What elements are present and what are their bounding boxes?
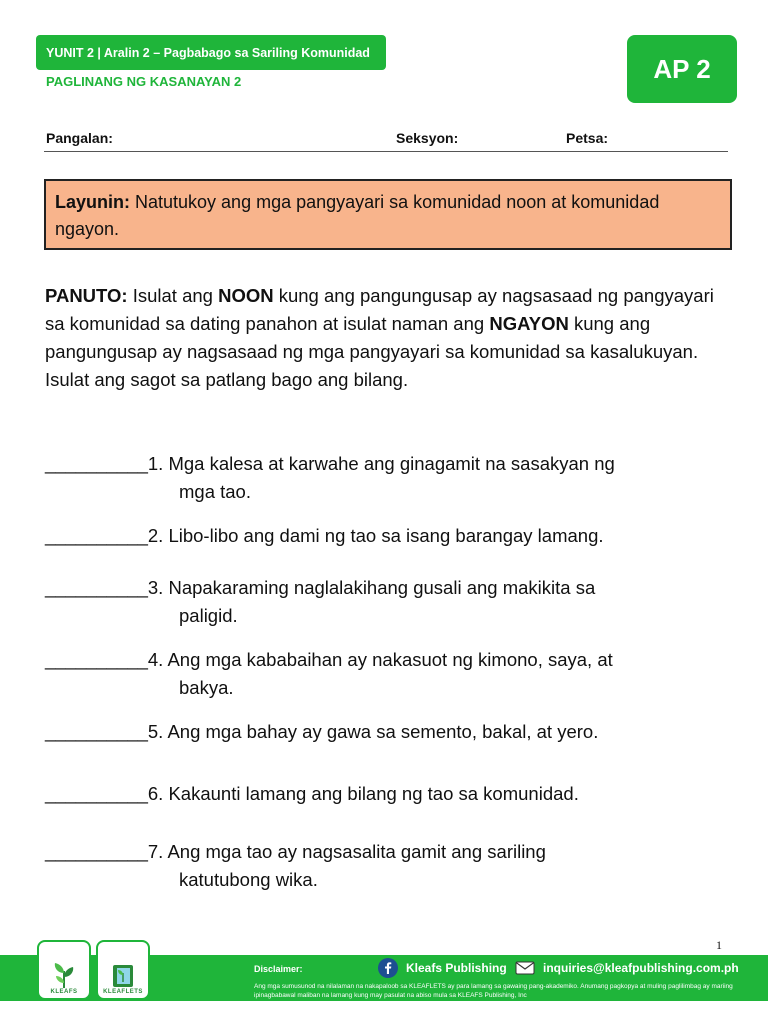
kleafs-logo-text: KLEAFS: [50, 989, 78, 995]
directions-part1: Isulat ang: [127, 285, 219, 306]
plant-icon: [49, 961, 79, 989]
question-item-1: [45, 450, 725, 506]
objective-box: [44, 179, 732, 250]
facebook-icon: [378, 958, 398, 978]
kleaflets-logo: [96, 940, 150, 1000]
question-text: 3. Napakaraming naglalakihang gusali ang makikita sa: [147, 577, 596, 598]
question-text-continued: bakya.: [179, 677, 234, 698]
disclaimer-text: Ang mga sumusunod na nilalaman na nakapaloob sa KLEAFLETS ay para lamang sa gawaing pang-akademiko. Anumang pagkopya at muling paglilimbag ay mariing ipinagbabawal maliban na lamang kung may pasulat na abiso mula sa KLEAFS Publishing, Inc: [254, 983, 733, 999]
objective-text: Natutukoy ang mga pangyayari sa komunidad noon at komunidad ngayon.: [55, 192, 660, 239]
question-item-7: [45, 838, 725, 894]
question-item-6: [45, 780, 725, 808]
directions-paragraph: [45, 282, 725, 394]
email-label: inquiries@kleafpublishing.com.ph: [543, 961, 739, 975]
page-number: 1: [716, 938, 722, 952]
facebook-label: Kleafs Publishing: [406, 961, 507, 975]
directions-label: PANUTO:: [45, 285, 128, 306]
kleafs-logo: [37, 940, 91, 1000]
answer-blank: __________: [45, 453, 148, 474]
question-text-continued: katutubong wika.: [179, 869, 318, 890]
unit-banner: [36, 35, 386, 70]
answer-blank: __________: [45, 525, 148, 546]
field-underline: [44, 151, 728, 152]
question-text: 1. Mga kalesa at karwahe ang ginagamit na sasakyan ng: [147, 453, 615, 474]
question-text: 2. Libo-libo ang dami ng tao sa isang barangay lamang.: [147, 525, 604, 546]
name-label: Pangalan:: [46, 130, 113, 146]
answer-blank: __________: [45, 721, 148, 742]
answer-blank: __________: [45, 841, 148, 862]
objective-label: Layunin:: [55, 192, 130, 212]
kleaflets-logo-text: KLEAFLETS: [103, 989, 143, 995]
question-item-3: [45, 574, 725, 630]
question-text: 5. Ang mga bahay ay gawa sa semento, bakal, at yero.: [147, 721, 599, 742]
question-text-continued: mga tao.: [179, 481, 251, 502]
subject-badge: AP 2: [627, 35, 737, 103]
disclaimer-label: Disclaimer:: [254, 964, 303, 974]
email-contact: [515, 958, 739, 978]
answer-blank: __________: [45, 577, 148, 598]
book-icon: [108, 961, 138, 989]
unit-banner-text: YUNIT 2 | Aralin 2 – Pagbabago sa Sariling Komunidad: [46, 45, 370, 60]
question-text: 7. Ang mga tao ay nagsasalita gamit ang sariling: [147, 841, 546, 862]
skill-title: PAGLINANG NG KASANAYAN 2: [46, 74, 242, 89]
facebook-contact: [378, 958, 507, 978]
question-item-4: [45, 646, 725, 702]
directions-part3: kung ang pangungusap ay nagsasaad ng mga pangyayari sa komunidad sa kasalukuyan. Isulat ang sagot sa patlang bago ang bilang.: [45, 313, 699, 390]
answer-blank: __________: [45, 783, 148, 804]
section-label: Seksyon:: [396, 130, 459, 146]
question-text-continued: paligid.: [179, 605, 238, 626]
directions-part2: kung ang pangungusap ay nagsasaad ng pangyayari sa komunidad sa dating panahon at isulat naman ang: [45, 285, 714, 334]
question-item-2: [45, 522, 725, 550]
question-text: 6. Kakaunti lamang ang bilang ng tao sa komunidad.: [147, 783, 579, 804]
keyword-noon: NOON: [218, 285, 274, 306]
answer-blank: __________: [45, 649, 148, 670]
keyword-ngayon: NGAYON: [489, 313, 569, 334]
date-label: Petsa:: [566, 130, 609, 146]
mail-icon: [515, 958, 535, 978]
question-text: 4. Ang mga kababaihan ay nakasuot ng kimono, saya, at: [147, 649, 613, 670]
question-item-5: [45, 718, 725, 746]
